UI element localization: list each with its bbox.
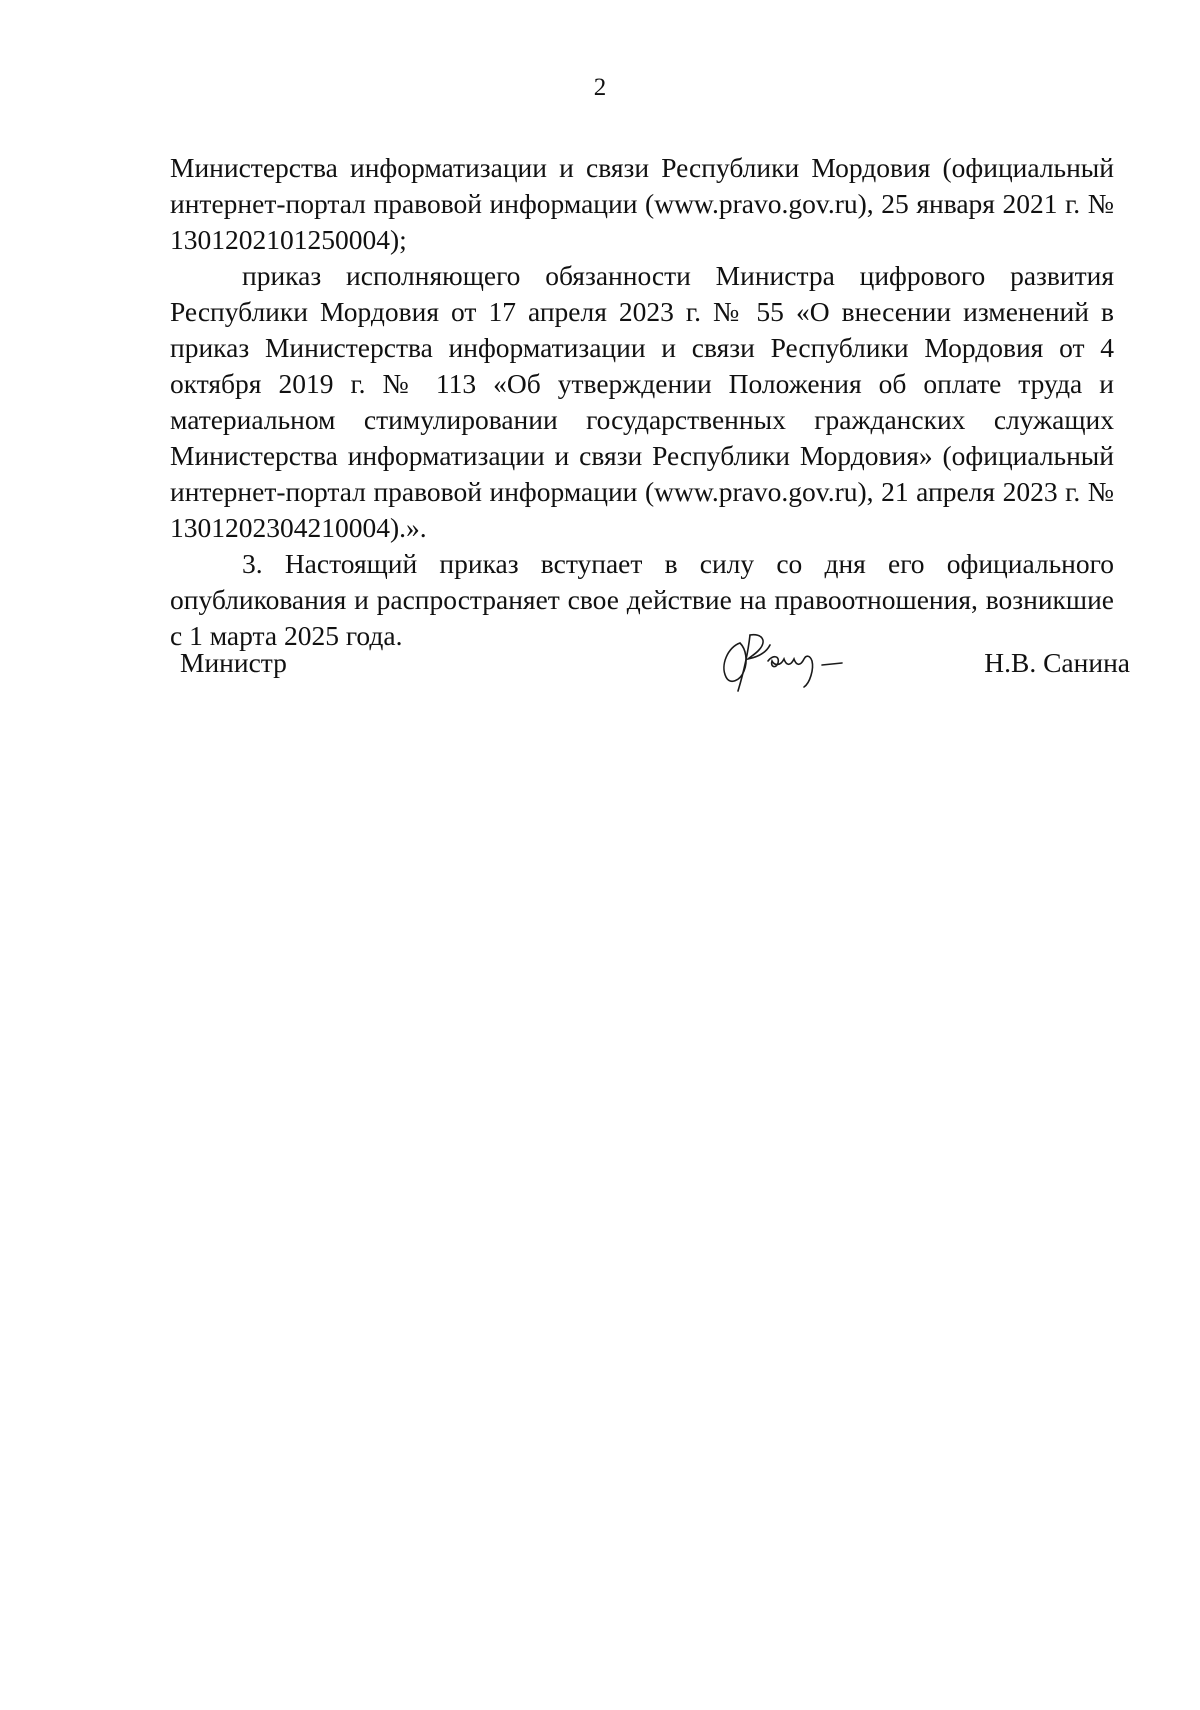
page-number: 2 (593, 74, 607, 101)
signature-block (180, 635, 1130, 695)
paragraph-continuation: Министерства информатизации и связи Республики Мордовия (официальный интернет-портал правовой информации (www.pravo.gov.ru), 25 января 2021 г. № 1301202101250004); (170, 152, 1114, 255)
handwritten-signature-icon (710, 625, 870, 695)
paragraph-order-reference: приказ исполняющего обязанности Министра цифрового развития Республики Мордовия от 17 апреля 2023 г. № 55 «О внесении изменений в приказ Министерства информатизации и связи Республики Мордовия от 4 октября 2019 г. № 113 «Об утверждении Положения об оплате труда и материальном стимулировании государственных гражданских служащих Министерства информатизации и связи Республики Мордовия» (официальный интернет-портал правовой информации (www.pravo.gov.ru), 21 апреля 2023 г. № 1301202304210004).». (170, 260, 1114, 543)
document-body (170, 150, 1114, 654)
paragraph-effective-date: 3. Настоящий приказ вступает в силу со дня его официального опубликования и распространяет свое действие на правоотношения, возникшие с 1 марта 2025 года. (170, 548, 1114, 651)
signatory-role: Министр (180, 647, 287, 678)
signatory-name: Н.В. Санина (984, 647, 1130, 678)
